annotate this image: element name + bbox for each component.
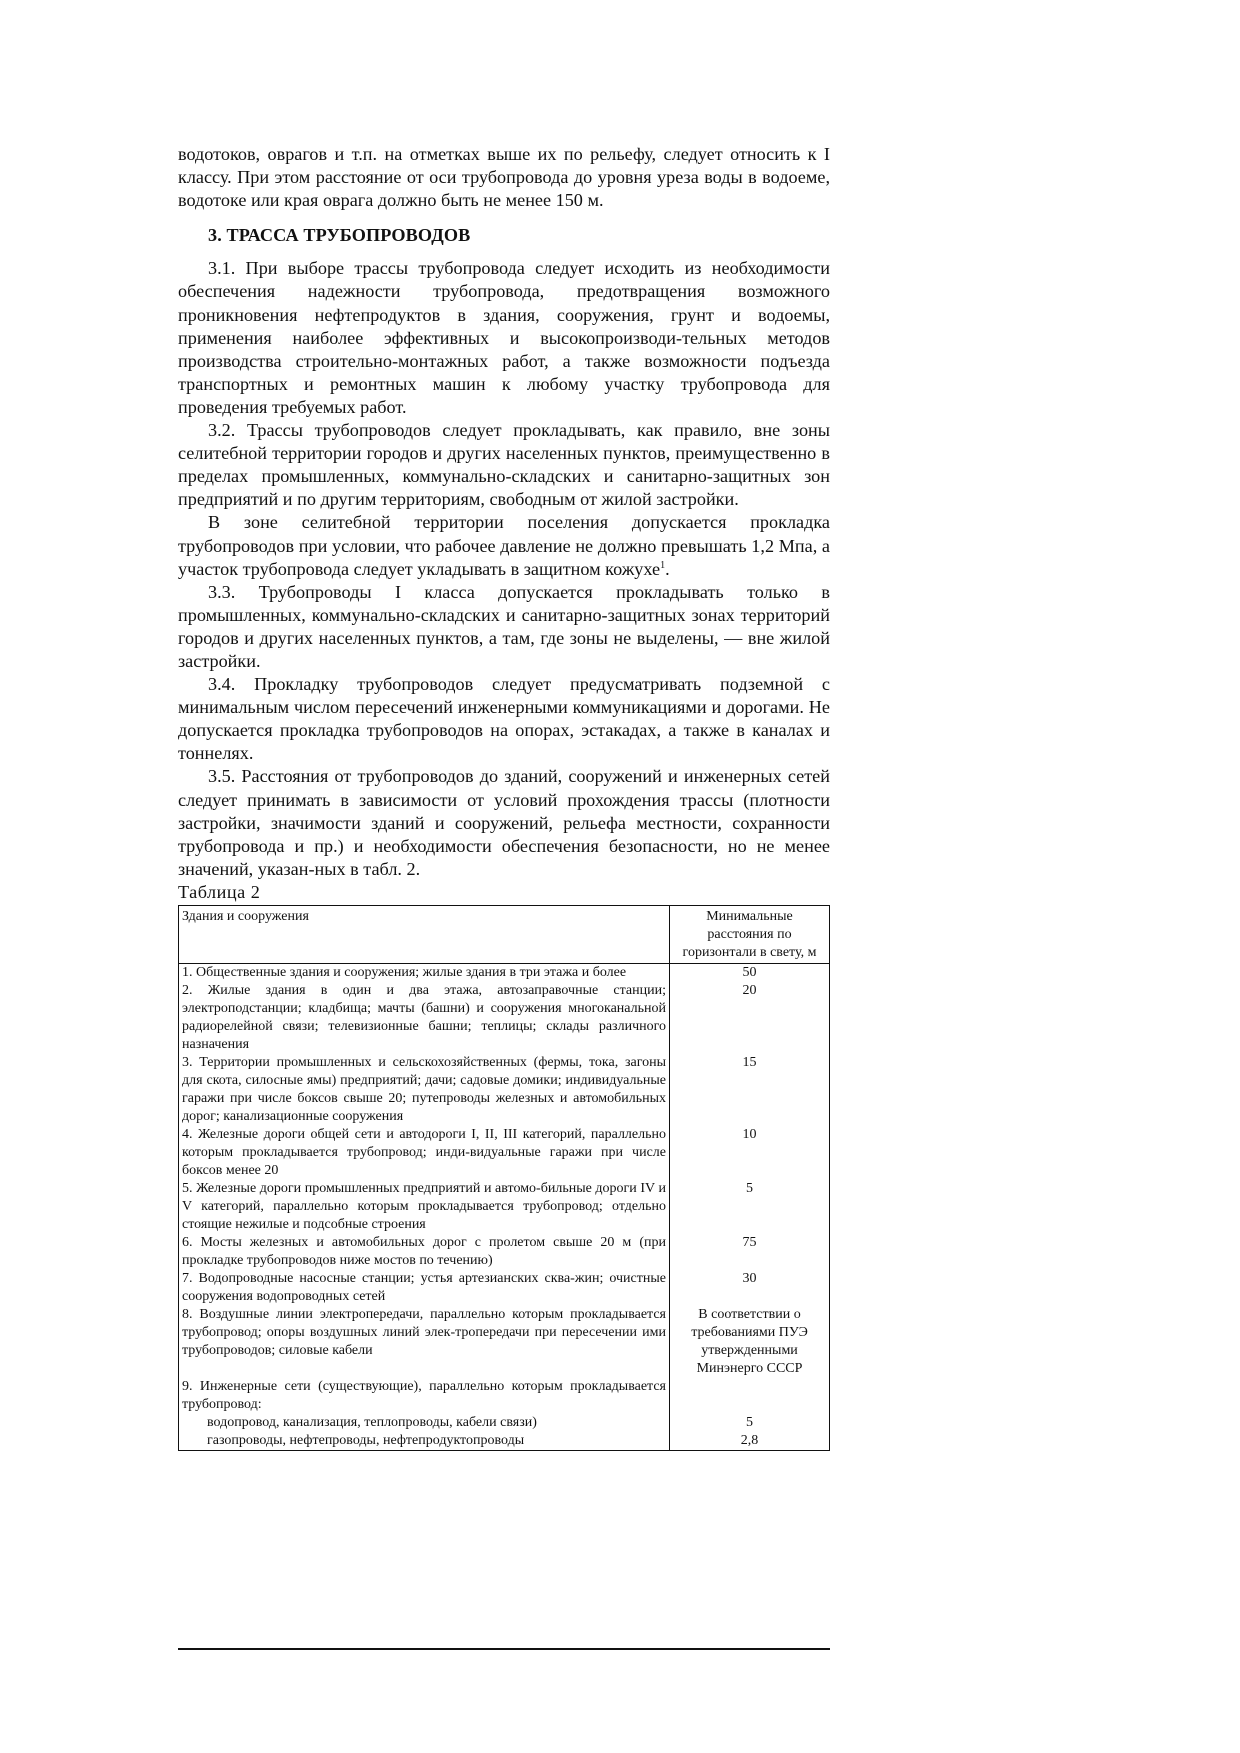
document-page (178, 143, 830, 1451)
table-row (179, 1306, 830, 1378)
row-value: 30 (742, 1271, 757, 1286)
row-value: 20 (742, 983, 757, 998)
paragraph-3-3: 3.3. Трубопроводы I класса допускается прокладывать только в промышленных, коммунально-складских и санитарно-защитных зонах территорий городов и других населенных пунктов, а там, где зоны не выделены, — вне жилой застройки. (178, 581, 830, 671)
paragraph-3-1: 3.1. При выборе трассы трубопровода следует исходить из необходимости обеспечения надежности трубопровода, предотвращения возможного проникновения нефтепродуктов в здания, сооружения, грунт и водоемы, применения наиболее эффективных и высокопроизводи-тельных методов производства строительно-монтажных работ, а также возможности подъезда транспортных и ремонтных машин к любому участку трубопровода для проведения требуемых работ. (178, 258, 830, 417)
section-heading: 3. ТРАССА ТРУБОПРОВОДОВ (208, 225, 471, 246)
row-value: 5 (746, 1415, 753, 1430)
table-row (179, 1270, 830, 1306)
table-row (179, 1126, 830, 1180)
row-value: 2,8 (740, 1433, 759, 1448)
table-row (179, 1180, 830, 1234)
footnote-separator (178, 1648, 830, 1650)
table-row (179, 1414, 830, 1432)
row-label: 5. Железные дороги промышленных предприятий и автомо-бильные дороги IV и V категорий, параллельно которым прокладывается трубопровод; отдельно стоящие нежилые и подсобные строения (179, 1180, 670, 1234)
table-row (179, 964, 830, 983)
footnote-marker[interactable]: 1 (660, 559, 666, 571)
paragraph-3-2-residential (178, 511, 830, 580)
paragraph-3-2-residential-text: В зоне селитебной территории поселения допускается прокладка трубопроводов при условии, что рабочее давление не должно превышать 1,2 Мпа, а участок трубопровода следует укладывать в защитном кожухе (178, 512, 830, 579)
table-row (179, 982, 830, 1054)
paragraph-3-4: 3.4. Прокладку трубопроводов следует предусматривать подземной с минимальным числом пересечений инженерными коммуникациями и дорогами. Не допускается прокладка трубопроводов на опорах, эстакадах, а также в каналах и тоннелях. (178, 674, 830, 764)
row-value: В соответствии о требованиями ПУЭ утвержденными Минэнерго СССР (691, 1307, 808, 1376)
row-label: газопроводы, нефтепроводы, нефтепродуктопроводы (179, 1432, 670, 1451)
intro-paragraph: водотоков, оврагов и т.п. на отметках выше их по рельефу, следует относить к I классу. При этом расстояние от оси трубопровода до уровня уреза воды в водоеме, водотоке или края оврага должно быть не менее 150 м. (178, 144, 830, 211)
table-row (179, 1432, 830, 1451)
row-label: 6. Мосты железных и автомобильных дорог с пролетом свыше 20 м (при прокладке трубопроводов ниже мостов по течению) (179, 1234, 670, 1270)
table-row (179, 1378, 830, 1414)
row-value: 75 (742, 1235, 757, 1250)
row-value: 50 (742, 965, 757, 980)
header-distance: Минимальные расстояния по горизонтали в свету, м (670, 906, 830, 964)
row-value: 10 (742, 1127, 757, 1142)
row-value (670, 1378, 830, 1414)
paragraph-3-2: 3.2. Трассы трубопроводов следует прокладывать, как правило, вне зоны селитебной территории городов и других населенных пунктов, преимущественно в пределах промышленных, коммунально-складских и санитарно-защитных зон предприятий и по другим территориям, свободным от жилой застройки. (178, 420, 830, 510)
paragraph-3-5: 3.5. Расстояния от трубопроводов до зданий, сооружений и инженерных сетей следует принимать в зависимости от условий прохождения трассы (плотности застройки, значимости зданий и сооружений, рельефа местности, сохранности трубопровода и пр.) и необходимости обеспечения безопасности, но не менее значений, указан-ных в табл. 2. (178, 766, 830, 879)
distances-table (178, 905, 830, 1451)
row-label: 4. Железные дороги общей сети и автодороги I, II, III категорий, параллельно которым прокладывается трубопровод; инди-видуальные гаражи при числе боксов менее 20 (179, 1126, 670, 1180)
table-row (179, 1054, 830, 1126)
row-label: 7. Водопроводные насосные станции; устья артезианских сква-жин; очистные сооружения водопроводных сетей (179, 1270, 670, 1306)
header-buildings: Здания и сооружения (179, 906, 670, 964)
row-label: 3. Территории промышленных и сельскохозяйственных (фермы, тока, загоны для скота, силосные ямы) предприятий; дачи; садовые домики; индивидуальные гаражи при числе боксов свыше 20; путепроводы железных и автомобильных дорог; канализационные сооружения (179, 1054, 670, 1126)
row-label: 8. Воздушные линии электропередачи, параллельно которым прокладывается трубопровод; опоры воздушных линий элек-тропередачи при пересечении ими трубопроводов; силовые кабели (179, 1306, 670, 1378)
row-value: 5 (746, 1181, 753, 1196)
table-header-row (179, 906, 830, 964)
table-row (179, 1234, 830, 1270)
row-label: водопровод, канализация, теплопроводы, кабели связи) (179, 1414, 670, 1432)
row-label: 1. Общественные здания и сооружения; жилые здания в три этажа и более (179, 964, 670, 983)
row-value: 15 (742, 1055, 757, 1070)
table-caption: Таблица 2 (178, 881, 261, 902)
paragraph-3-2-residential-end: . (665, 558, 670, 579)
row-label: 2. Жилые здания в один и два этажа, автозаправочные станции; электроподстанции; кладбища; мачты (башни) и сооружения многоканальной радиорелейной связи; телевизионные башни; теплицы; склады различного назначения (179, 982, 670, 1054)
row-label: 9. Инженерные сети (существующие), параллельно которым прокладывается трубопровод: (179, 1378, 670, 1414)
